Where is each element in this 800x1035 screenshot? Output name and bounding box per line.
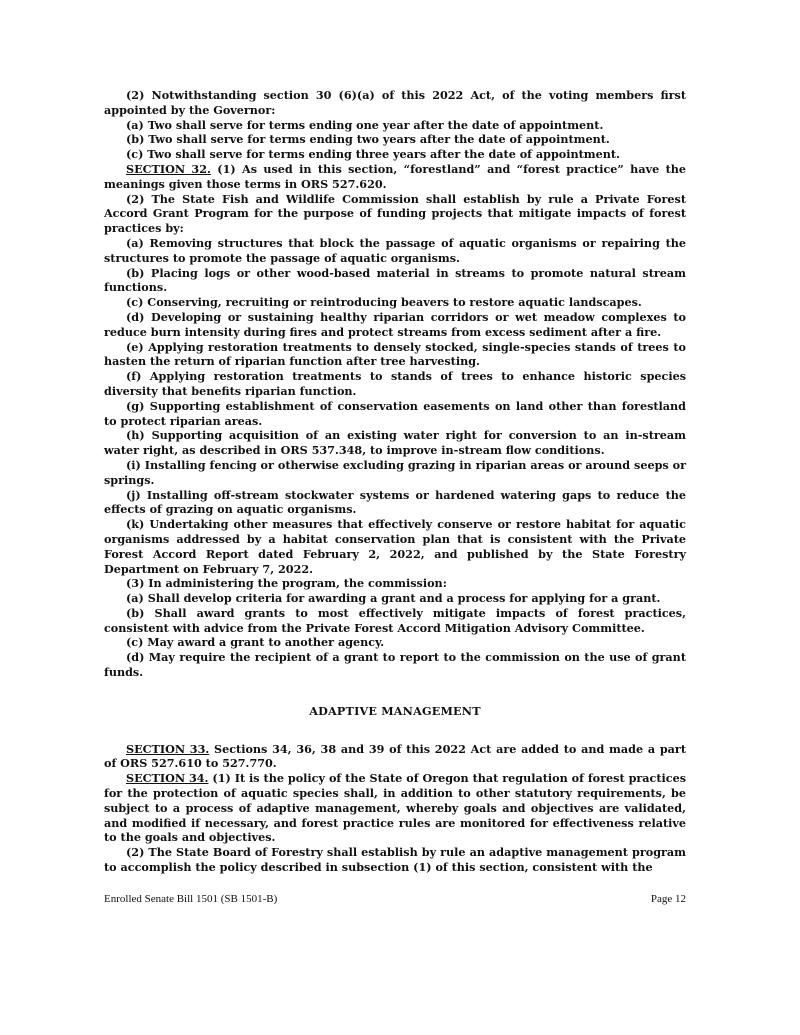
bill-identifier: Enrolled Senate Bill 1501 (SB 1501-B) (104, 893, 278, 905)
paragraph: (c) Two shall serve for terms ending three years after the date of appointment. (126, 147, 620, 162)
paragraph: (2) The State Board of Forestry shall establish by rule an adaptive management program to accomplish the policy described in subsection (1) of this section, consistent with the (104, 845, 686, 875)
paragraph: (j) Installing off-stream stockwater systems or hardened watering gaps to reduce the effects of grazing on aquatic organisms. (104, 487, 686, 517)
section-34-label: SECTION 34. (126, 771, 209, 786)
paragraph: (k) Undertaking other measures that effectively conserve or restore habitat for aquatic organisms addressed by a habitat conservation plan that is consistent with the Private Forest Accord Report dated February 2, 2022, and published by the State Forestry Department on February 7, 2022. (104, 517, 686, 576)
paragraph: (a) Removing structures that block the passage of aquatic organisms or repairing the structures to promote the passage of aquatic organisms. (104, 235, 686, 265)
paragraph: (c) Conserving, recruiting or reintroducing beavers to restore aquatic landscapes. (126, 295, 642, 310)
section-34-paragraph (104, 771, 686, 845)
section-34-text: (1) It is the policy of the State of Oregon that regulation of forest practices for the protection of aquatic species shall, in addition to other statutory requirements, be subject to a process of adaptive management, whereby goals and objectives are validated, and modified if necessary, and forest practice rules are monitored for effectiveness relative to the goals and objectives. (104, 771, 686, 845)
paragraph: (3) In administering the program, the commission: (126, 576, 447, 591)
section-33-label: SECTION 33. (126, 741, 210, 756)
paragraph: (a) Shall develop criteria for awarding a grant and a process for applying for a grant. (126, 591, 661, 606)
paragraph: (i) Installing fencing or otherwise excluding grazing in riparian areas or around seeps or springs. (104, 457, 686, 487)
paragraph: (h) Supporting acquisition of an existing water right for conversion to an in-stream water right, as described in ORS 537.348, to improve in-stream flow conditions. (104, 428, 686, 458)
paragraph: (b) Two shall serve for terms ending two years after the date of appointment. (126, 132, 610, 147)
page-number: Page 12 (650, 893, 686, 905)
page-footer (104, 893, 686, 905)
section-32-label: SECTION 32. (126, 161, 211, 176)
paragraph: (c) May award a grant to another agency. (126, 635, 385, 650)
paragraph: (d) May require the recipient of a grant to report to the commission on the use of grant funds. (104, 650, 686, 680)
paragraph: (2) The State Fish and Wildlife Commission shall establish by rule a Private Forest Accord Grant Program for the purpose of funding projects that mitigate impacts of forest practices by: (104, 191, 686, 236)
paragraph: (e) Applying restoration treatments to densely stocked, single-species stands of trees to hasten the return of riparian function after tree harvesting. (104, 339, 686, 369)
paragraph: (b) Placing logs or other wood-based material in streams to promote natural stream functions. (104, 265, 686, 295)
section-32-paragraph (104, 162, 686, 192)
paragraph: (a) Two shall serve for terms ending one year after the date of appointment. (126, 117, 604, 132)
document-body (104, 88, 686, 875)
paragraph: (d) Developing or sustaining healthy riparian corridors or wet meadow complexes to reduce burn intensity during fires and protect streams from excess sediment after a fire. (104, 309, 686, 339)
section-33-text: Sections 34, 36, 38 and 39 of this 2022 Act are added to and made a part of ORS 527.610 to 527.770. (104, 741, 686, 771)
section-33-paragraph (104, 742, 686, 772)
paragraph: (g) Supporting establishment of conservation easements on land other than forestland to protect riparian areas. (104, 398, 686, 428)
paragraph: (2) Notwithstanding section 30 (6)(a) of this 2022 Act, of the voting members first appointed by the Governor: (104, 88, 686, 117)
paragraph: (b) Shall award grants to most effectively mitigate impacts of forest practices, consistent with advice from the Private Forest Accord Mitigation Advisory Committee. (104, 605, 686, 635)
paragraph: (f) Applying restoration treatments to stands of trees to enhance historic species diversity that benefits riparian function. (104, 369, 686, 398)
section-32-text: (1) As used in this section, “forestland” and “forest practice” have the meanings given those terms in ORS 527.620. (104, 161, 686, 191)
section-heading: ADAPTIVE MANAGEMENT (309, 703, 481, 718)
